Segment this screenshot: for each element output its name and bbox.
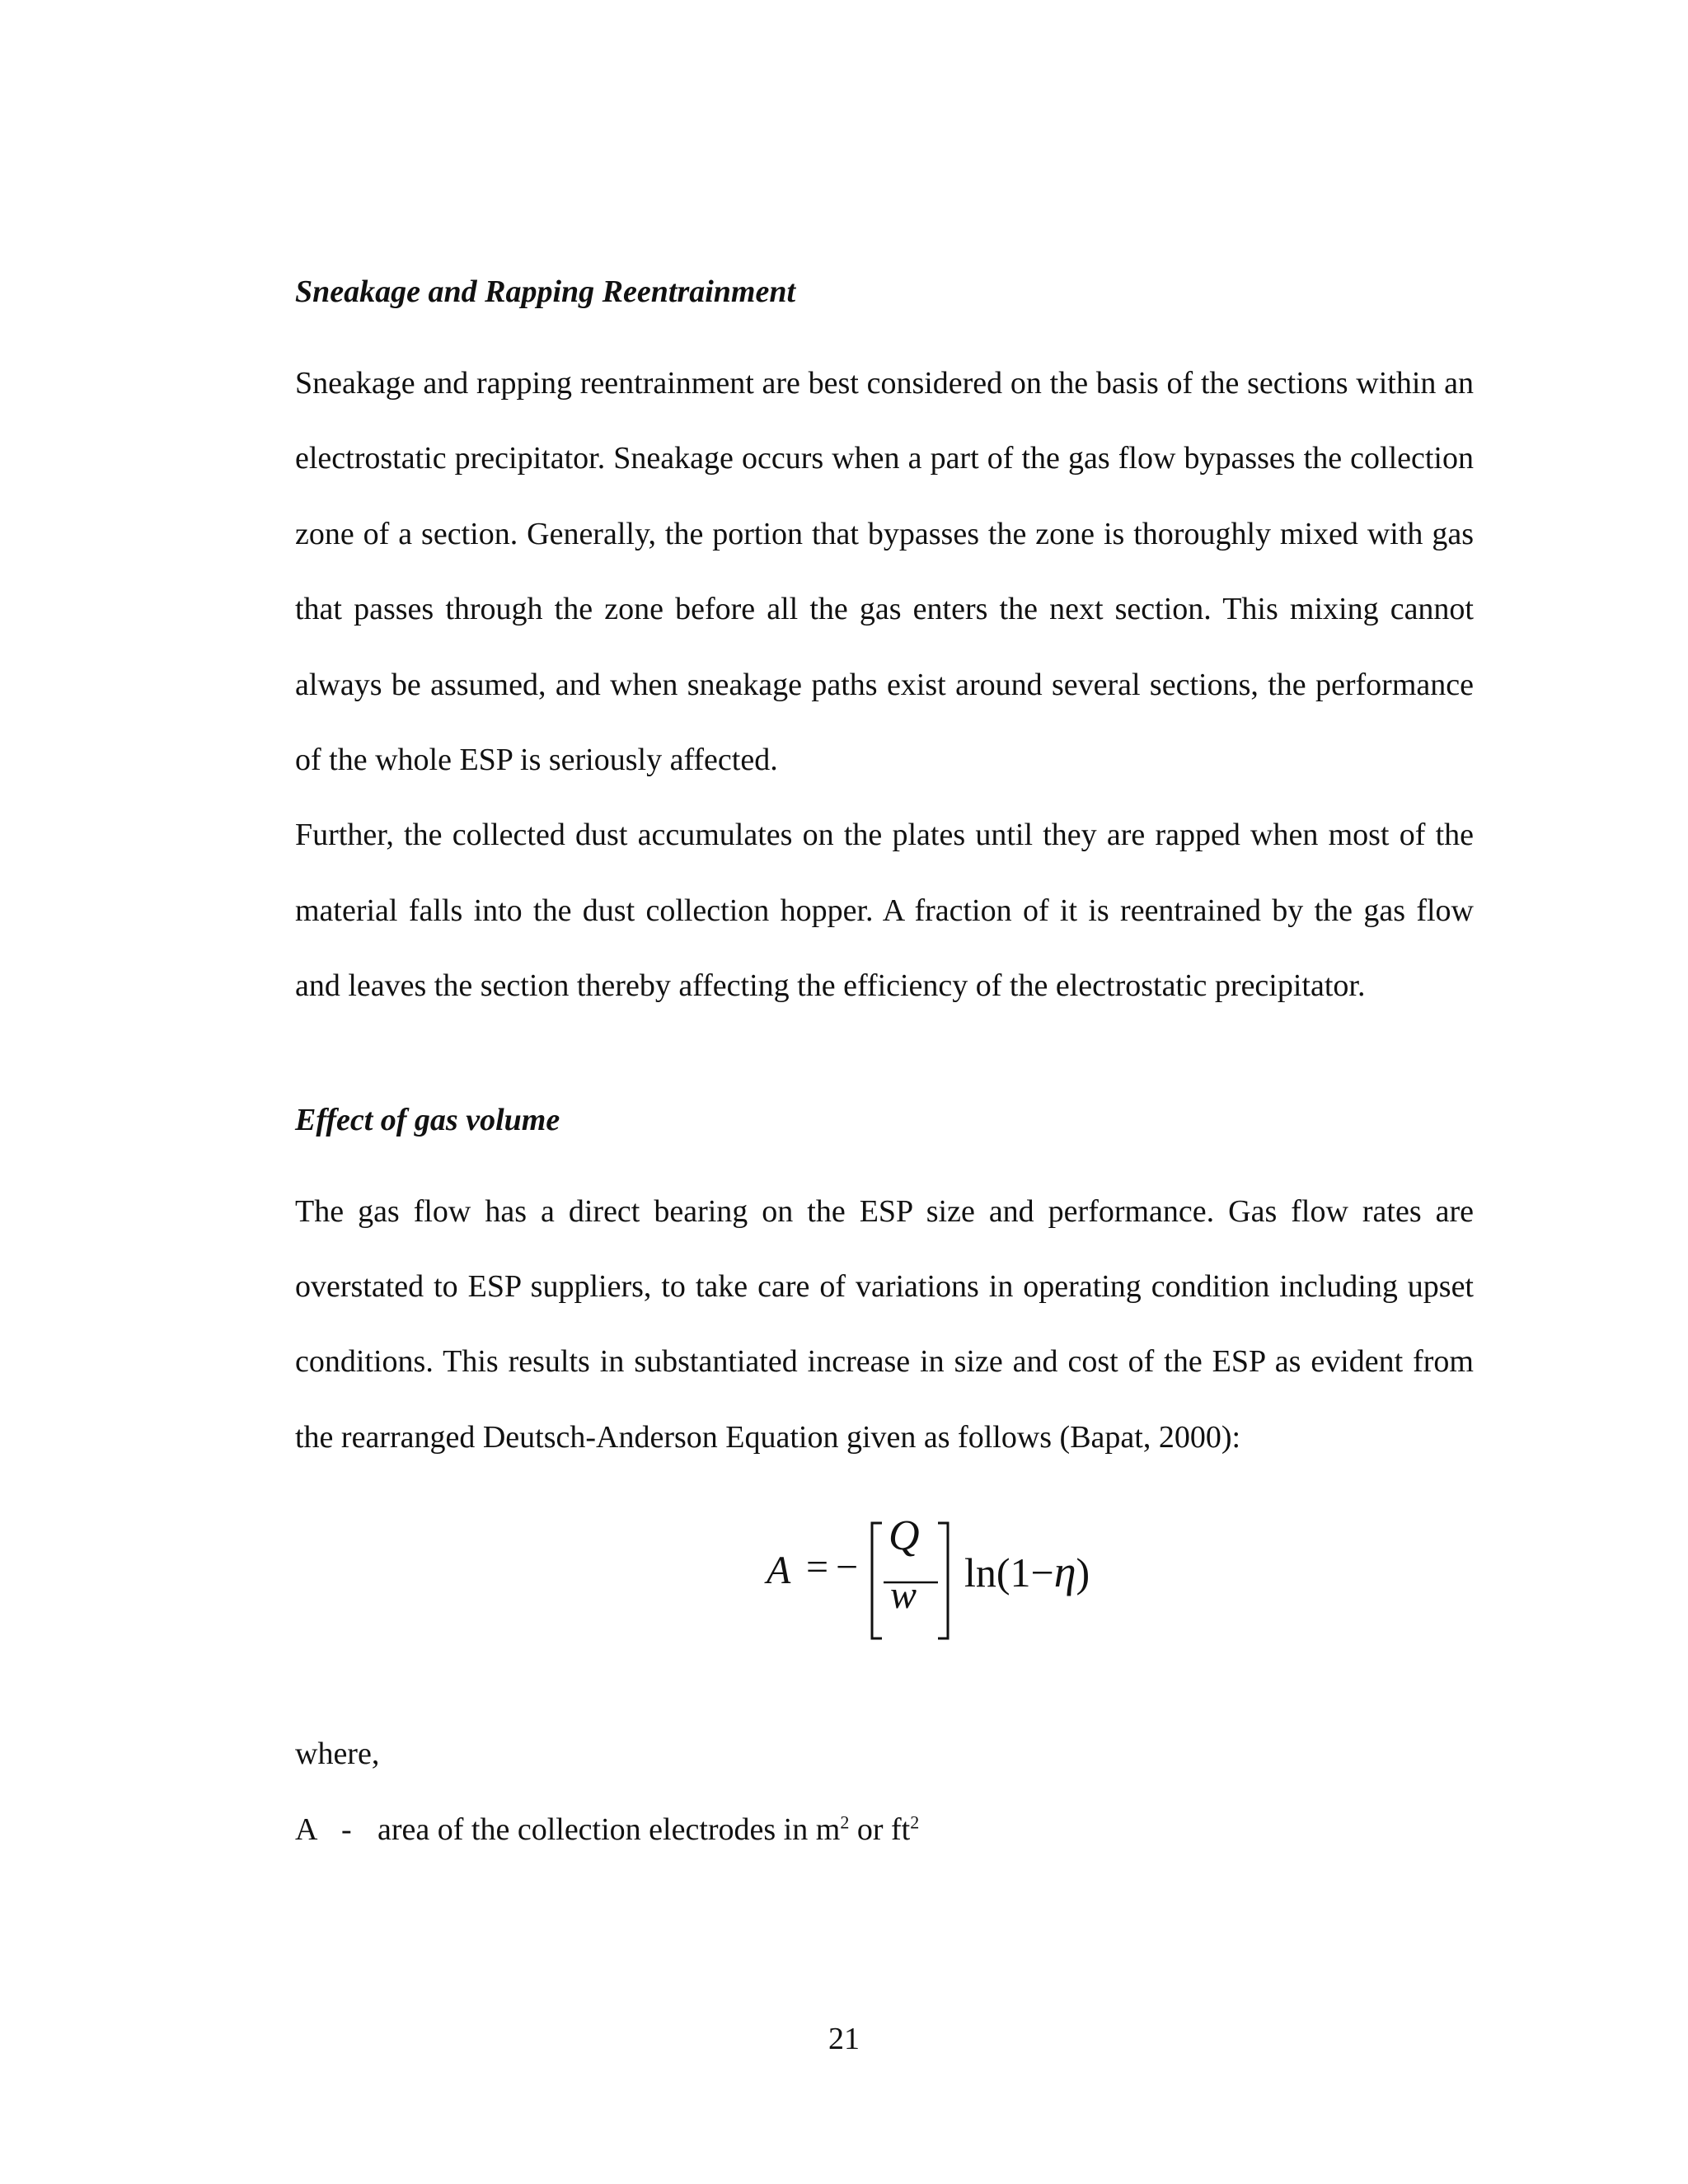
equation-equals: = <box>806 1545 829 1590</box>
definition-text: area of the collection electrodes in m <box>377 1812 841 1848</box>
definition-text-mid: or ft <box>849 1812 911 1848</box>
fraction-numerator: Q <box>889 1512 920 1560</box>
superscript-2: 2 <box>910 1811 920 1833</box>
page-content <box>295 270 1474 1851</box>
section-heading-sneakage: Sneakage and Rapping Reentrainment <box>295 274 796 309</box>
ln-prefix: ln(1 <box>964 1549 1031 1596</box>
paragraph-sneakage: Sneakage and rapping reentrainment are best considered on the basis of the sections within an electrostatic precipitator. Sneakage occurs when a part of the gas flow bypasses the collection zone of a section. Generally, the portion that bypasses the zone is thoroughly mixed with gas that passes through the zone before all the gas enters the next section. This mixing cannot always be assumed, and when sneakage paths exist around several sections, the performance of the whole ESP is seriously affected. <box>295 366 1474 778</box>
definition-dash: - <box>341 1812 352 1848</box>
equation-lhs: A <box>767 1549 791 1593</box>
equation-ln-term <box>964 1546 1090 1597</box>
equation-block <box>295 1512 1474 1642</box>
definition-item <box>295 1808 1474 1851</box>
fraction-denominator: w <box>890 1573 917 1618</box>
definition-symbol: A <box>295 1812 318 1848</box>
equation-minus: − <box>836 1545 859 1590</box>
ln-minus: − <box>1030 1549 1054 1596</box>
where-label: where, <box>295 1736 380 1772</box>
page-number: 21 <box>828 2022 860 2056</box>
section-heading-gas-volume: Effect of gas volume <box>295 1102 560 1137</box>
paragraph-gas-volume: The gas flow has a direct bearing on the ESP size and performance. Gas flow rates are overstated to ESP suppliers, to take care of variations in operating condition including upset conditions. This results in substantiated increase in size and cost of the ESP as evident from the rearranged Deutsch-Anderson Equation given as follows (Bapat, 2000): <box>295 1193 1474 1455</box>
eta-symbol: η <box>1053 1547 1076 1597</box>
section-gap <box>295 1024 1474 1099</box>
ln-close: ) <box>1076 1549 1090 1596</box>
superscript-2: 2 <box>840 1811 850 1833</box>
paragraph-rapping: Further, the collected dust accumulates on the plates until they are rapped when most of the material falls into the dust collection hopper. A fraction of it is reentrained by the gas flow and leaves the section thereby affecting the efficiency of the electrostatic precipitator. <box>295 818 1474 1004</box>
